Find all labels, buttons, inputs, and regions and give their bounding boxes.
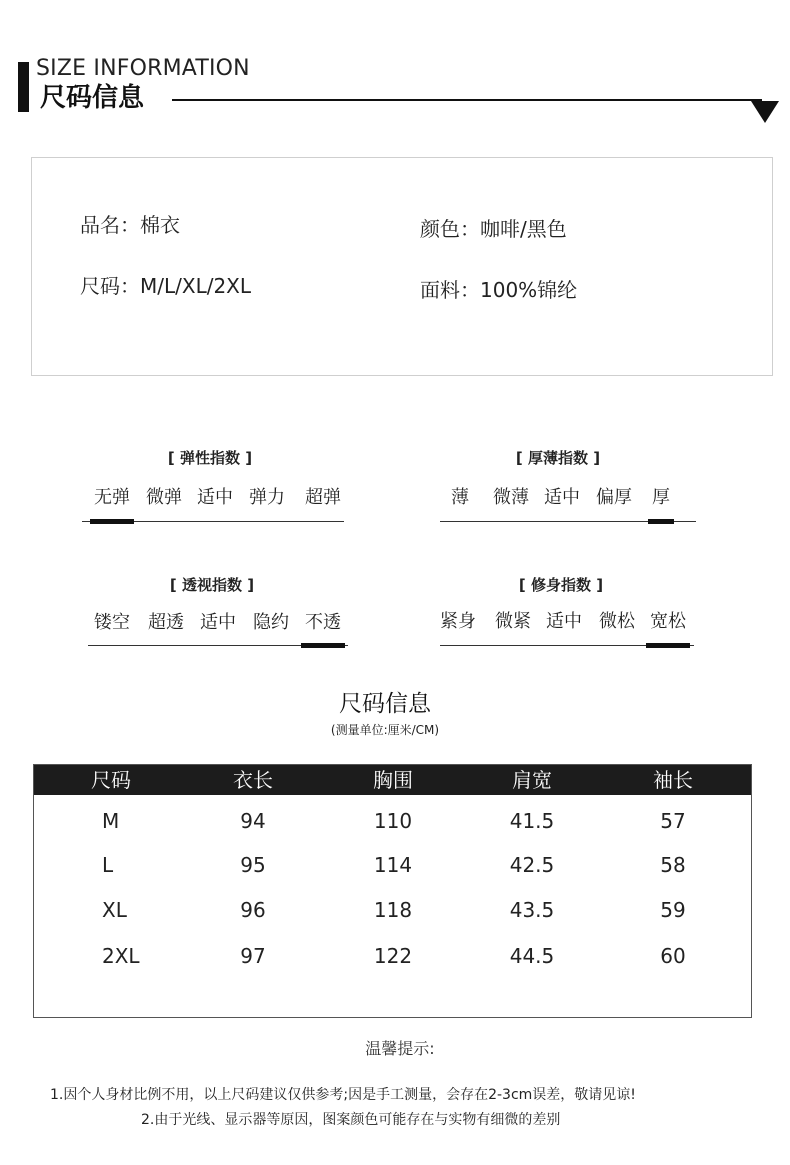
header-title-en: SIZE INFORMATION (36, 56, 250, 81)
size-table-cell: 43.5 (509, 898, 555, 922)
product-name (80, 212, 180, 238)
size-table-cell: 42.5 (509, 853, 555, 877)
product-fabric (420, 277, 577, 303)
thickness-index-title: [ 厚薄指数 ] (515, 449, 601, 467)
header-title-cn: 尺码信息 (40, 83, 145, 113)
elasticity-index-option: 无弹 (94, 487, 130, 508)
size-table-cell: 114 (373, 853, 413, 877)
product-size (80, 273, 251, 299)
header-accent-bar (18, 62, 29, 112)
size-table-cell: 122 (373, 944, 413, 968)
fit-index-title: [ 修身指数 ] (518, 576, 604, 594)
product-size-label: 尺码： (80, 274, 140, 298)
size-table-cell: 57 (660, 809, 686, 833)
fit-index-selected-marker (646, 643, 690, 648)
thickness-index-option: 适中 (544, 487, 580, 508)
tips-title: 温馨提示: (365, 1039, 435, 1058)
fit-index-option: 紧身 (440, 611, 476, 632)
size-table (33, 764, 752, 1018)
thickness-index-option: 厚 (652, 487, 670, 508)
size-table-cell: M (102, 809, 120, 833)
size-table-column-header: 衣长 (233, 768, 273, 792)
fit-index-option: 微松 (599, 611, 635, 632)
product-fabric-label: 面料： (420, 278, 480, 302)
size-table-cell: 58 (660, 853, 686, 877)
product-color-label: 颜色： (420, 217, 480, 241)
elasticity-index-option: 弹力 (249, 487, 285, 508)
size-table-cell: 44.5 (509, 944, 555, 968)
tip-line-2: 2.由于光线、显示器等原因，图案颜色可能存在与实物有细微的差别 (141, 1112, 561, 1128)
tip-line-1: 1.因个人身材比例不用，以上尺码建议仅供参考;因是手工测量，会存在2-3cm误差，敬请见谅! (50, 1087, 636, 1103)
size-table-cell: XL (102, 898, 127, 922)
product-size-value: M/L/XL/2XL (140, 274, 252, 298)
size-table-cell: L (102, 853, 114, 877)
size-table-cell: 94 (240, 809, 266, 833)
transparency-index-option: 超透 (148, 612, 184, 633)
size-table-column-header: 尺码 (91, 768, 131, 792)
header-rule (172, 99, 762, 101)
transparency-index-title: [ 透视指数 ] (169, 576, 255, 594)
size-table-cell: 41.5 (509, 809, 555, 833)
product-color-value: 咖啡/黑色 (480, 217, 567, 241)
size-table-cell: 97 (240, 944, 266, 968)
size-table-column-header: 袖长 (653, 768, 693, 792)
elasticity-index-selected-marker (90, 519, 134, 524)
product-name-value: 棉衣 (140, 213, 180, 237)
thickness-index-option: 薄 (451, 487, 469, 508)
product-name-label: 品名： (80, 213, 140, 237)
elasticity-index-option: 微弹 (146, 487, 182, 508)
size-table-cell: 95 (240, 853, 266, 877)
elasticity-index-title: [ 弹性指数 ] (167, 449, 253, 467)
size-table-cell: 118 (373, 898, 413, 922)
elasticity-index-option: 适中 (197, 487, 233, 508)
elasticity-index-option: 超弹 (305, 487, 341, 508)
product-color (420, 216, 567, 242)
size-table-column-header: 肩宽 (512, 768, 552, 792)
triangle-down-icon (751, 101, 779, 123)
size-table-cell: 2XL (102, 944, 140, 968)
fit-index-option: 微紧 (495, 611, 531, 632)
fit-index-option: 宽松 (650, 611, 686, 632)
transparency-index-selected-marker (301, 643, 345, 648)
thickness-index-option: 微薄 (493, 487, 529, 508)
thickness-index-option: 偏厚 (596, 487, 632, 508)
size-table-title: 尺码信息 (339, 691, 431, 717)
thickness-index-selected-marker (648, 519, 674, 524)
size-table-column-header: 胸围 (373, 768, 413, 792)
size-table-cell: 60 (660, 944, 686, 968)
transparency-index-option: 适中 (200, 612, 236, 633)
transparency-index-option: 镂空 (94, 612, 130, 633)
transparency-index-option: 隐约 (253, 612, 289, 633)
size-table-cell: 59 (660, 898, 686, 922)
product-fabric-value: 100%锦纶 (480, 278, 578, 302)
size-table-unit-note: (测量单位:厘米/CM) (330, 723, 440, 737)
size-table-cell: 110 (373, 809, 413, 833)
product-info-box (31, 157, 773, 376)
size-table-cell: 96 (240, 898, 266, 922)
fit-index-option: 适中 (546, 611, 582, 632)
transparency-index-option: 不透 (305, 612, 341, 633)
